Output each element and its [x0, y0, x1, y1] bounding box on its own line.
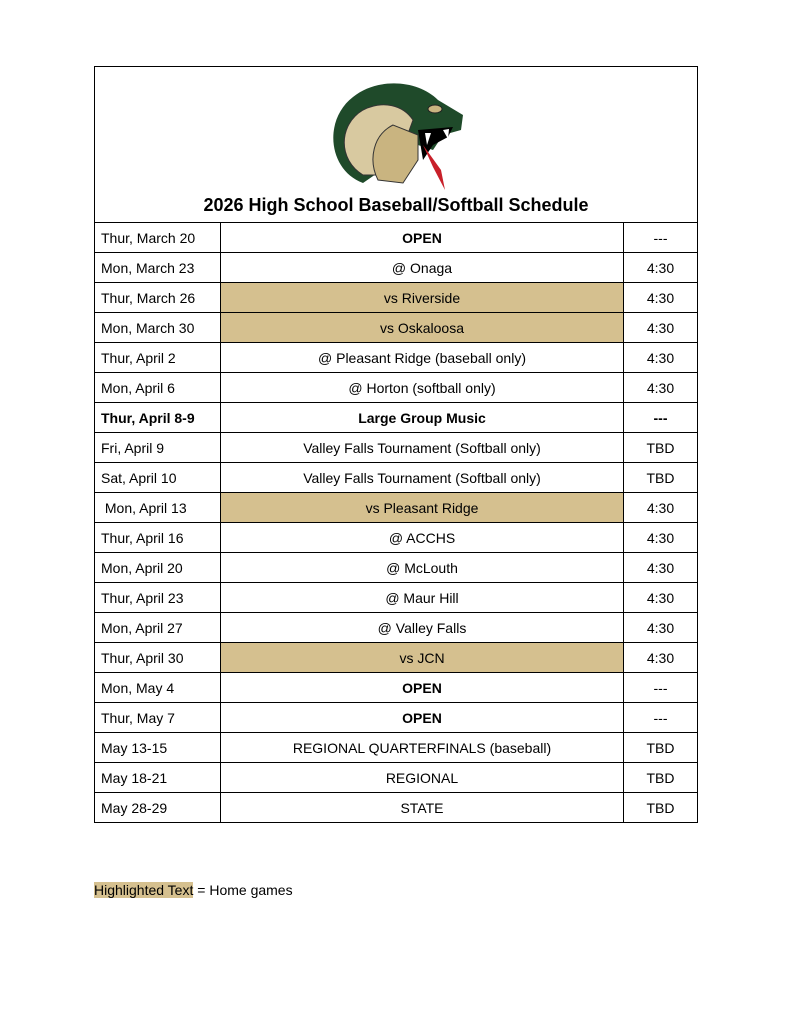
table-row: [95, 613, 698, 643]
date-cell: Sat, April 10: [95, 463, 221, 493]
table-row: [95, 703, 698, 733]
table-row: [95, 463, 698, 493]
time-cell: 4:30: [624, 313, 698, 343]
time-cell: 4:30: [624, 583, 698, 613]
table-row: [95, 553, 698, 583]
event-cell: REGIONAL QUARTERFINALS (baseball): [221, 733, 624, 763]
date-cell: Mon, March 23: [95, 253, 221, 283]
time-cell: TBD: [624, 733, 698, 763]
table-row: [95, 733, 698, 763]
time-cell: TBD: [624, 433, 698, 463]
table-row: [95, 433, 698, 463]
header-cell: [95, 67, 698, 223]
event-cell: REGIONAL: [221, 763, 624, 793]
table-row: [95, 403, 698, 433]
event-cell: STATE: [221, 793, 624, 823]
legend: [94, 882, 293, 898]
time-cell: 4:30: [624, 643, 698, 673]
event-cell: @ Pleasant Ridge (baseball only): [221, 343, 624, 373]
date-cell: Thur, May 7: [95, 703, 221, 733]
event-cell: @ Onaga: [221, 253, 624, 283]
event-cell: OPEN: [221, 223, 624, 253]
date-cell: Mon, April 13: [95, 493, 221, 523]
date-cell: May 13-15: [95, 733, 221, 763]
date-cell: Thur, April 2: [95, 343, 221, 373]
time-cell: 4:30: [624, 343, 698, 373]
event-cell: @ Maur Hill: [221, 583, 624, 613]
date-cell: Thur, April 8-9: [95, 403, 221, 433]
time-cell: 4:30: [624, 613, 698, 643]
header-row: [95, 67, 698, 223]
time-cell: TBD: [624, 463, 698, 493]
time-cell: ---: [624, 703, 698, 733]
date-cell: Fri, April 9: [95, 433, 221, 463]
event-cell: OPEN: [221, 703, 624, 733]
event-cell: @ Horton (softball only): [221, 373, 624, 403]
table-row: [95, 763, 698, 793]
schedule-table: [94, 66, 698, 823]
time-cell: ---: [624, 673, 698, 703]
time-cell: 4:30: [624, 493, 698, 523]
event-cell: vs JCN: [221, 643, 624, 673]
legend-highlight-sample: Highlighted Text: [94, 882, 194, 898]
event-cell: vs Pleasant Ridge: [221, 493, 624, 523]
legend-text: = Home games: [193, 882, 293, 898]
page-title: 2026 High School Baseball/Softball Schedule: [203, 195, 589, 215]
date-cell: Thur, March 26: [95, 283, 221, 313]
table-row: [95, 673, 698, 703]
date-cell: May 28-29: [95, 793, 221, 823]
date-cell: Thur, April 16: [95, 523, 221, 553]
time-cell: 4:30: [624, 373, 698, 403]
time-cell: TBD: [624, 763, 698, 793]
table-row: [95, 493, 698, 523]
event-cell: @ ACCHS: [221, 523, 624, 553]
table-row: [95, 583, 698, 613]
date-cell: Thur, April 23: [95, 583, 221, 613]
time-cell: 4:30: [624, 253, 698, 283]
date-cell: May 18-21: [95, 763, 221, 793]
time-cell: TBD: [624, 793, 698, 823]
event-cell: @ Valley Falls: [221, 613, 624, 643]
table-row: [95, 523, 698, 553]
event-cell: @ McLouth: [221, 553, 624, 583]
event-cell: vs Oskaloosa: [221, 313, 624, 343]
event-cell: vs Riverside: [221, 283, 624, 313]
table-row: [95, 373, 698, 403]
table-row: [95, 253, 698, 283]
date-cell: Mon, April 20: [95, 553, 221, 583]
date-cell: Thur, March 20: [95, 223, 221, 253]
table-row: [95, 343, 698, 373]
date-cell: Thur, April 30: [95, 643, 221, 673]
date-cell: Mon, April 27: [95, 613, 221, 643]
time-cell: ---: [624, 403, 698, 433]
event-cell: Valley Falls Tournament (Softball only): [221, 463, 624, 493]
cobra-logo-icon: [323, 75, 469, 191]
date-cell: Mon, May 4: [95, 673, 221, 703]
table-row: [95, 643, 698, 673]
event-cell: Valley Falls Tournament (Softball only): [221, 433, 624, 463]
time-cell: ---: [624, 223, 698, 253]
time-cell: 4:30: [624, 523, 698, 553]
time-cell: 4:30: [624, 553, 698, 583]
date-cell: Mon, March 30: [95, 313, 221, 343]
time-cell: 4:30: [624, 283, 698, 313]
event-cell: Large Group Music: [221, 403, 624, 433]
table-row: [95, 313, 698, 343]
date-cell: Mon, April 6: [95, 373, 221, 403]
event-cell: OPEN: [221, 673, 624, 703]
table-row: [95, 283, 698, 313]
table-row: [95, 223, 698, 253]
table-row: [95, 793, 698, 823]
